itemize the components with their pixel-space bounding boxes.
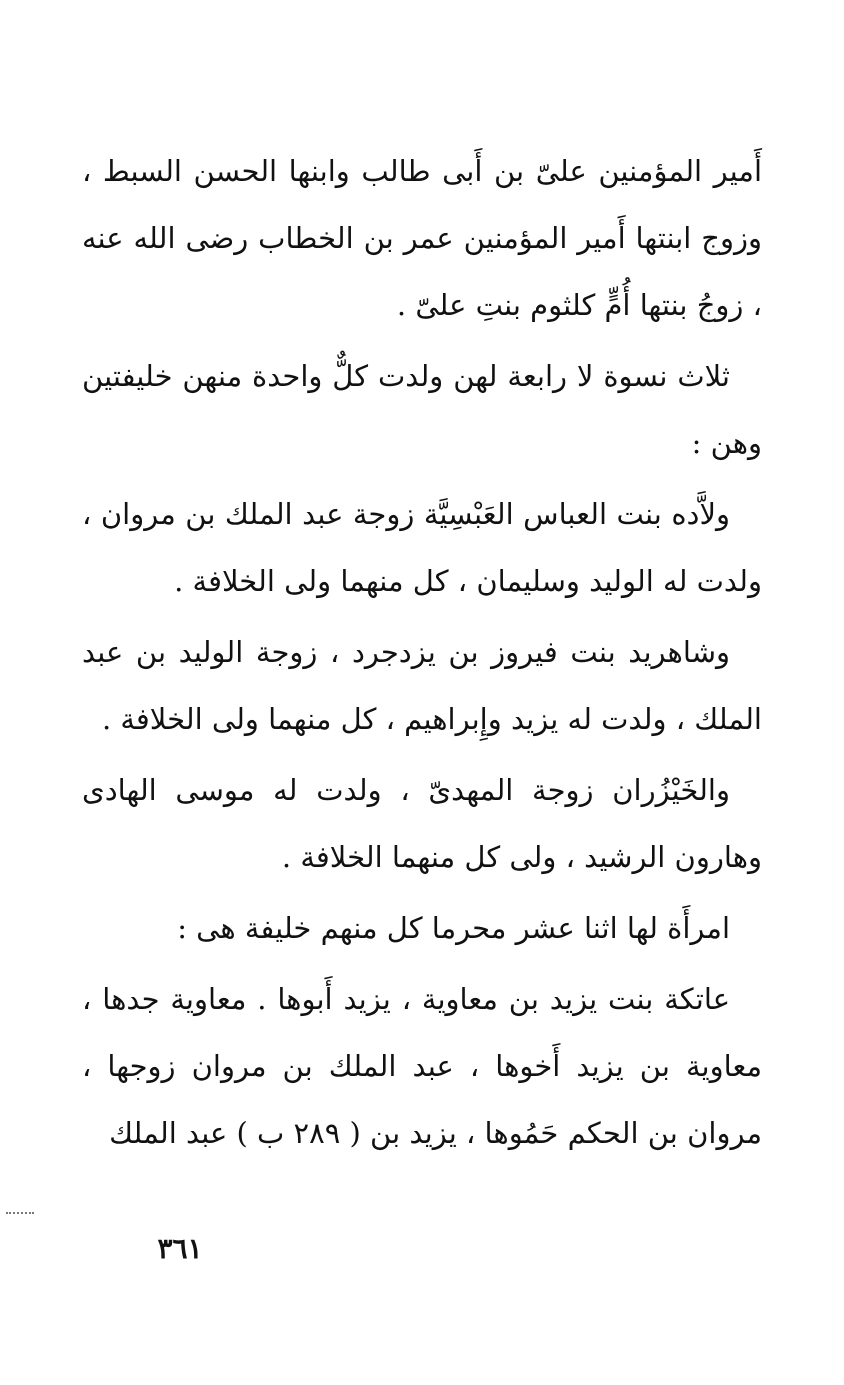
paragraph-6: امرأَة لها اثنا عشر محرما كل منهم خليفة هى : xyxy=(177,911,730,945)
paragraph-5: والخَيْزُران زوجة المهدىّ ، ولدت له موسى الهادى وهارون الرشيد ، ولى كل منهما الخلافة . xyxy=(82,773,762,874)
paragraph-1: أَمير المؤمنين علىّ بن أَبى طالب وابنها الحسن السبط ، وزوج ابنتها أَمير المؤمنين عمر بن الخطاب رضى الله عنه ، زوجُ بنتها أُمٍّ كلثوم بنتِ علىّ . xyxy=(82,154,762,322)
paragraph-7: عاتكة بنت يزيد بن معاوية ، يزيد أَبوها . معاوية جدها ، معاوية بن يزيد أَخوها ، عبد الملك بن مروان زوجها ، مروان بن الحكم حَمُوها ، يزيد بن ( ٢٨٩ ب ) عبد الملك xyxy=(82,982,762,1150)
paragraph-2: ثلاث نسوة لا رابعة لهن ولدت كلٌّ واحدة منهن خليفتين وهن : xyxy=(82,359,762,460)
body-text xyxy=(82,138,762,1167)
paragraph-4: وشاهريد بنت فيروز بن يزدجرد ، زوجة الوليد بن عبد الملك ، ولدت له يزيد وإِبراهيم ، كل منهما ولى الخلافة . xyxy=(82,635,762,736)
page-number: ٣٦١ xyxy=(157,1232,203,1265)
scan-artifact-mark xyxy=(6,1212,34,1216)
paragraph-3: ولاَّده بنت العباس العَبْسِيَّة زوجة عبد الملك بن مروان ، ولدت له الوليد وسليمان ، كل منهما ولى الخلافة . xyxy=(82,497,762,598)
